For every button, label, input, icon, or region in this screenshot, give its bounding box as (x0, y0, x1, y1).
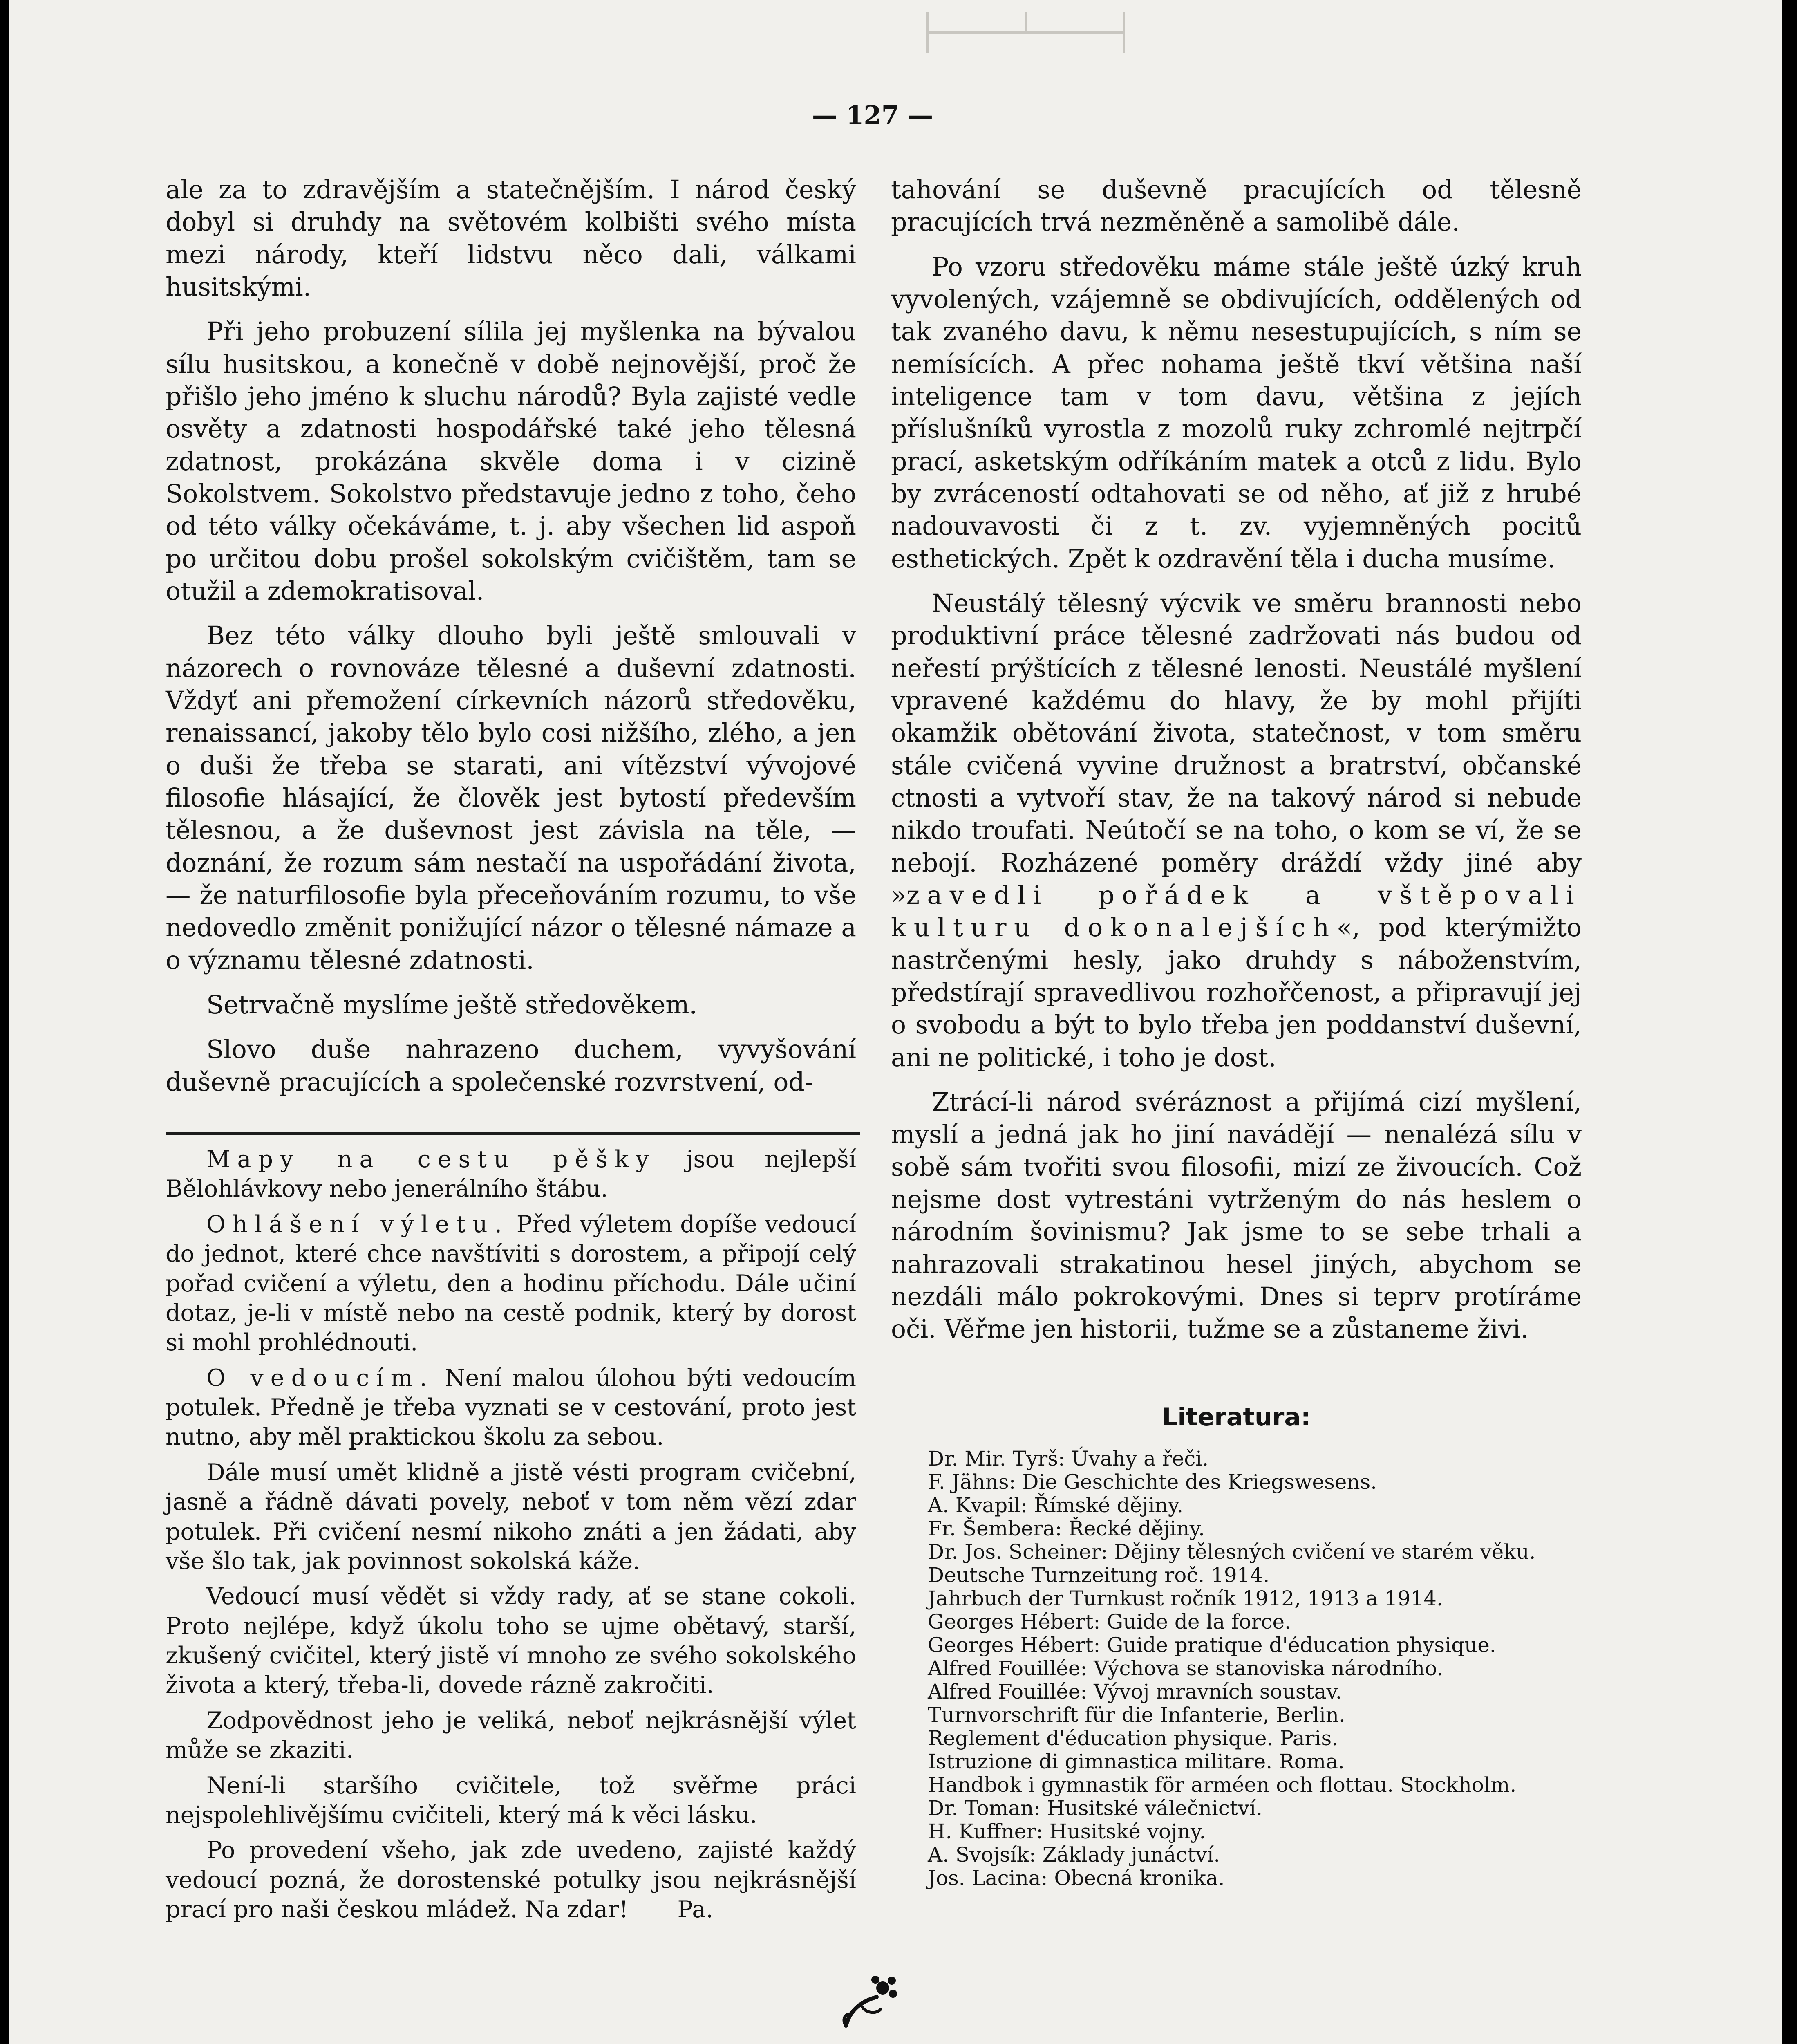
left-column (166, 174, 856, 1098)
literature-item: Turnvorschrift für die Infanterie, Berlin. (928, 1703, 1345, 1727)
right-column (891, 174, 1582, 1345)
paragraph-text: «, pod kterýmižto nastrčenými hesly, jako druhdy s náboženstvím, předstírají spravedlivou rozhořčenost, a připravují jej o svobodu a být to bylo třeba jen poddanství duševní, ani ne politické, i toho je dost. (891, 913, 1582, 1072)
literature-item: A. Kvapil: Římské dějiny. (928, 1493, 1184, 1517)
note-text: Před výletem dopíše vedoucí do jednot, které chce navštíviti s dorostem, a připojí celý pořad cvičení a výletu, den a hodinu příchodu. Dále učiní dotaz, je-li v místě nebo na cestě podnik, který by dorost si mohl prohlédnouti. (166, 1210, 856, 1356)
note-maps (166, 1145, 856, 1204)
scan-artifact (924, 8, 1128, 57)
literature-item: Georges Hébert: Guide de la force. (928, 1610, 1291, 1634)
paragraph: Bez této války dlouho byli ještě smlouvali v názorech o rovnováze tělesné a duševní zdatnosti. Vždyť ani přemožení církevních názorů středověku, renaissancí, jakoby tělo bylo cosi nižšího, zlého, a jen o duši že třeba se starati, ani vítězství vývojové filosofie hlásající, že člověk jest bytostí především tělesnou, a že duševnost jest závisla na těle, — doznání, že rozum sám nestačí na uspořádání života, — že naturfilosofie byla přeceňováním rozumu, to vše nedovedlo změnit ponižující názor o tělesné námaze a o významu tělesné zdatnosti. (166, 621, 856, 975)
literature-item: Jos. Lacina: Obecná kronika. (928, 1866, 1225, 1890)
literature-item: Fr. Šembera: Řecké dějiny. (928, 1517, 1205, 1540)
literature-item: Dr. Toman: Husitské válečnictví. (928, 1796, 1263, 1820)
paragraph: Setrvačně myslíme ještě středověkem. (206, 990, 698, 1020)
paragraph: tahování se duševně pracujících od tělesně pracujících trvá nezměněně a samolibě dále. (891, 175, 1582, 237)
note-text: Po provedení všeho, jak zde uvedeno, zajisté každý vedoucí pozná, že dorostenské potulky jsou nejkrásnější prací pro naši českou mládež. Na zdar! (166, 1837, 856, 1923)
literature-item: Jahrbuch der Turnkust ročník 1912, 1913 a 1914. (928, 1587, 1443, 1610)
literature-item: Dr. Jos. Scheiner: Dějiny tělesných cvičení ve starém věku. (928, 1540, 1536, 1564)
paragraph: Po vzoru středověku máme stále ještě úzký kruh vyvolených, vzájemně se obdivujících, oddělených od tak zvaného davu, k němu nesestupujících, s ním se nemísících. A přec nohama ještě tkví většina naší inteligence tam v tom davu, většina z jejích příslušníků vyrostla z mozolů ruky zchromlé nejtrpčí prací, asketským odříkáním matek a otců z lidu. Bylo by zvráceností odtahovati se od něho, ať již z hrubé nadouvavosti či z t. zv. vyjemněných pocitů esthetických. Zpět k ozdravění těla i ducha musíme. (891, 252, 1582, 574)
literature-item: Alfred Fouillée: Výchova se stanoviska národního. (928, 1656, 1443, 1680)
paragraph (891, 587, 1582, 1074)
note-paragraph: Vedoucí musí vědět si vždy rady, ať se stane cokoli. Proto nejlépe, když úkolu toho se ujme obětavý, starší, zkušený cvičitel, který jistě ví mnoho ze svého sokolského života a který, třeba-li, dovede rázně zakročiti. (166, 1583, 856, 1699)
note-announcement (166, 1210, 856, 1358)
signature: Pa. (677, 1896, 714, 1923)
paragraph: Slovo duše nahrazeno duchem, vyvyšování duševně pracujících a společenské rozvrstvení, od- (166, 1035, 856, 1097)
literature-item: A. Svojsík: Základy junáctví. (928, 1843, 1220, 1867)
literature-item: Dr. Mir. Tyrš: Úvahy a řeči. (928, 1447, 1209, 1470)
literature-item: F. Jähns: Die Geschichte des Kriegswesens. (928, 1470, 1377, 1494)
literature-item: Alfred Fouillée: Vývoj mravních soustav. (928, 1680, 1342, 1703)
literature-item: Handbok i gymnastik för arméen och flottau. Stockholm. (928, 1773, 1517, 1797)
section-rule (166, 1132, 860, 1135)
paragraph: Ztrácí-li národ svéráznost a přijímá cizí myšlení, myslí a jedná jak ho jiní navádějí — nenalézá sílu v sobě sám tvořiti svou filosofii, mizí ze živoucích. Což nejsme dost vytrestáni vytrženým do nás heslem o národním šovinismu? Jak jsme to se sebe trhali a nahrazovali strakatinou hesel jiných, abychom se nezdáli málo pokrokovými. Dnes si teprv protíráme oči. Věřme jen historii, tužme se a zůstaneme živi. (891, 1087, 1582, 1344)
note-lead: O vedoucím. (206, 1364, 434, 1392)
note-lead: Mapy na cestu pěšky (206, 1146, 656, 1173)
scan-border (0, 0, 9, 2044)
notes-section (166, 1145, 856, 1924)
literature-heading: Literatura: (1162, 1403, 1311, 1432)
spaced-emphasis: zavedli pořádek a vštěpovali kulturu dokonalejších (891, 880, 1582, 943)
note-text: jsou nejlepší Bělohlávkovy nebo jenerálního štábu. (166, 1146, 856, 1203)
note-paragraph: Zodpovědnost jeho je veliká, neboť nejkrásnější výlet může se zkaziti. (166, 1707, 856, 1764)
literature-item: H. Kuffner: Husitské vojny. (928, 1820, 1206, 1843)
literature-item: Deutsche Turnzeitung roč. 1914. (928, 1563, 1270, 1587)
note-paragraph: Není-li staršího cvičitele, tož svěřme práci nejspolehlivějšímu cvičiteli, který má k věci lásku. (166, 1772, 856, 1829)
literature-item: Istruzione di gimnastica militare. Roma. (928, 1750, 1345, 1773)
floral-ornament-icon (838, 1968, 903, 2030)
note-paragraph (166, 1836, 856, 1924)
page-number: — 127 — (812, 100, 933, 130)
paragraph: Při jeho probuzení sílila jej myšlenka na bývalou sílu husitskou, a konečně v době nejnovější, proč že přišlo jeho jméno k sluchu národů? Byla zajisté vedle osvěty a zdatnosti hospodářské také jeho tělesná zdatnost, prokázána skvěle doma i v cizině Sokolstvem. Sokolstvo představuje jedno z toho, čeho od této války očekáváme, t. j. aby všechen lid aspoň po určitou dobu prošel sokolským cvičištěm, tam se otužil a zdemokratisoval. (166, 317, 856, 606)
note-leader (166, 1363, 856, 1452)
note-paragraph: Dále musí umět klidně a jistě vésti program cvičební, jasně a řádně dávati povely, neboť v tom něm vězí zdar potulek. Při cvičení nesmí nikoho znáti a jen žádati, aby vše šlo tak, jak povinnost sokolská káže. (166, 1459, 856, 1575)
paragraph-text: Neustálý tělesný výcvik ve směru brannosti nebo produktivní práce tělesné zadržovati nás budou od neřestí prýštících z tělesné lenosti. Neustálé myšlení vpravené každému do hlavy, že by mohl přijíti okamžik obětování života, statečnost, v tom směru stále cvičená vyvine družnost a bratrství, občanské ctnosti a vytvoří stav, že na takový národ si nebude nikdo troufati. Neútočí se na toho, o kom se ví, že se nebojí. Rozházené poměry dráždí vždy jiné aby » (891, 588, 1582, 910)
note-lead: Ohlášení výletu. (206, 1210, 509, 1238)
literature-item: Reglement d'éducation physique. Paris. (928, 1726, 1338, 1750)
paragraph: ale za to zdravějším a statečnějším. I národ český dobyl si druhdy na světovém kolbišti svého místa mezi národy, kteří lidstvu něco dali, válkami husitskými. (166, 175, 856, 302)
literature-list (891, 1447, 1582, 1890)
literature-item: Georges Hébert: Guide pratique d'éducation physique. (928, 1633, 1496, 1657)
note-text: Není malou úlohou býti vedoucím potulek. Předně je třeba vyznati se v cestování, proto jest nutno, aby měl praktickou školu za sebou. (166, 1364, 856, 1451)
